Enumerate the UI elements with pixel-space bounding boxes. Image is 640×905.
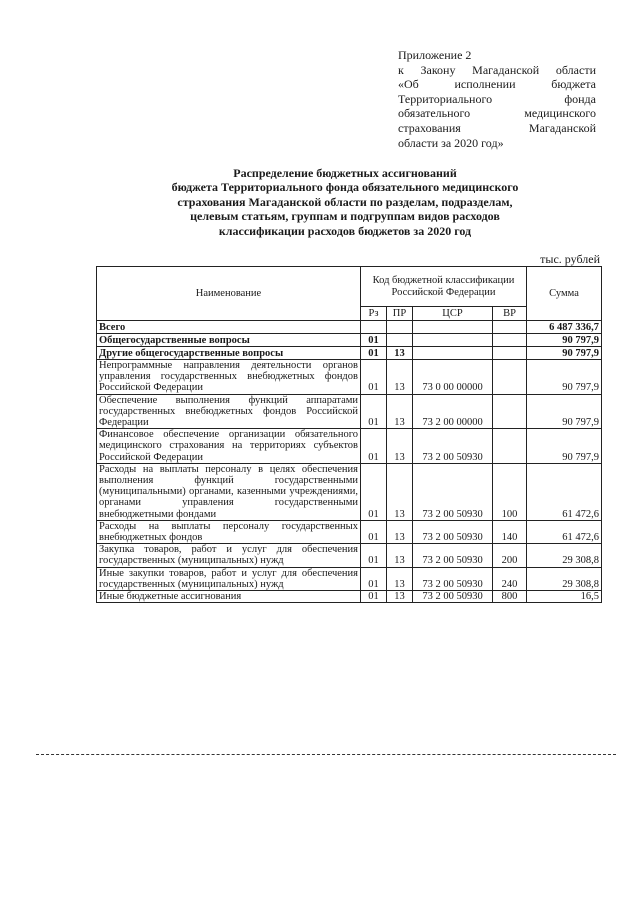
appendix-line: Приложение 2 xyxy=(398,48,472,62)
row-name: Закупка товаров, работ и услуг для обеспечения государственных (муниципальных) нужд xyxy=(97,544,361,567)
title-line: Распределение бюджетных ассигнований xyxy=(233,166,457,180)
header-code-group: Код бюджетной классификации Российской Федерации xyxy=(361,267,527,307)
row-sum: 90 797,9 xyxy=(527,347,602,360)
row-vr xyxy=(493,334,527,347)
page-divider xyxy=(36,754,616,755)
table-row xyxy=(97,591,602,603)
row-name: Другие общегосударственные вопросы xyxy=(97,347,361,360)
row-pr: 13 xyxy=(387,463,413,520)
row-pr: 13 xyxy=(387,394,413,429)
header-vr: ВР xyxy=(493,307,527,321)
row-vr xyxy=(493,360,527,395)
row-sum: 90 797,9 xyxy=(527,394,602,429)
appendix-line: области за 2020 год» xyxy=(398,135,504,150)
row-vr: 140 xyxy=(493,520,527,543)
row-vr: 100 xyxy=(493,463,527,520)
row-vr: 200 xyxy=(493,544,527,567)
row-csr: 73 0 00 00000 xyxy=(413,360,493,395)
table-row xyxy=(97,334,602,347)
row-csr: 73 2 00 50930 xyxy=(413,463,493,520)
appendix-line: Территориального фонда xyxy=(398,91,596,106)
unit-label: тыс. рублей xyxy=(540,252,600,266)
row-csr: 73 2 00 50930 xyxy=(413,544,493,567)
row-vr: 240 xyxy=(493,567,527,590)
row-sum: 29 308,8 xyxy=(527,544,602,567)
row-pr: 13 xyxy=(387,347,413,360)
header-sum: Сумма xyxy=(527,267,602,321)
row-pr: 13 xyxy=(387,567,413,590)
row-csr xyxy=(413,334,493,347)
row-rz: 01 xyxy=(361,394,387,429)
row-pr: 13 xyxy=(387,429,413,464)
table-row xyxy=(97,520,602,543)
row-vr xyxy=(493,429,527,464)
title-line: классификации расходов бюджетов за 2020 год xyxy=(218,223,472,238)
appendix-line: «Об исполнении бюджета xyxy=(398,77,596,92)
row-rz: 01 xyxy=(361,334,387,347)
row-vr xyxy=(493,394,527,429)
row-name: Финансовое обеспечение организации обязательного медицинского страхования на территориях субъектов Российской Федерации xyxy=(97,429,361,464)
table-row xyxy=(97,544,602,567)
row-vr: 800 xyxy=(493,591,527,603)
table-row xyxy=(97,463,602,520)
table-row xyxy=(97,360,602,395)
row-pr xyxy=(387,321,413,334)
row-rz: 01 xyxy=(361,429,387,464)
title-line: целевым статьям, группам и подгруппам видов расходов xyxy=(190,209,500,224)
row-rz: 01 xyxy=(361,463,387,520)
row-sum: 29 308,8 xyxy=(527,567,602,590)
appendix-line: к Закону Магаданской области xyxy=(398,62,596,77)
budget-table xyxy=(96,266,602,603)
row-csr: 73 2 00 50930 xyxy=(413,567,493,590)
row-csr: 73 2 00 50930 xyxy=(413,429,493,464)
row-csr xyxy=(413,347,493,360)
row-csr: 73 2 00 50930 xyxy=(413,520,493,543)
header-csr: ЦСР xyxy=(413,307,493,321)
header-name: Наименование xyxy=(97,267,361,321)
row-vr xyxy=(493,321,527,334)
row-sum: 90 797,9 xyxy=(527,360,602,395)
row-rz: 01 xyxy=(361,591,387,603)
row-sum: 90 797,9 xyxy=(527,429,602,464)
row-name: Иные закупки товаров, работ и услуг для обеспечения государственных (муниципальных) нужд xyxy=(97,567,361,590)
row-sum: 16,5 xyxy=(527,591,602,603)
header-rz: Рз xyxy=(361,307,387,321)
table-row xyxy=(97,394,602,429)
row-csr xyxy=(413,321,493,334)
table-row xyxy=(97,429,602,464)
appendix-line: обязательного медицинского xyxy=(398,106,596,121)
document-title xyxy=(100,166,590,238)
row-csr: 73 2 00 00000 xyxy=(413,394,493,429)
row-rz: 01 xyxy=(361,567,387,590)
row-rz xyxy=(361,321,387,334)
row-name: Обеспечение выполнения функций аппаратами государственных внебюджетных фондов Российской Федерации xyxy=(97,394,361,429)
row-pr: 13 xyxy=(387,544,413,567)
row-name: Непрограммные направления деятельности органов управления государственных внебюджетных фондов Российской Федерации xyxy=(97,360,361,395)
row-rz: 01 xyxy=(361,347,387,360)
row-sum: 90 797,9 xyxy=(527,334,602,347)
title-line: бюджета Территориального фонда обязательного медицинского xyxy=(171,180,519,195)
table-row xyxy=(97,567,602,590)
header-pr: ПР xyxy=(387,307,413,321)
title-line: страхования Магаданской области по разделам, подразделам, xyxy=(177,194,513,209)
row-rz: 01 xyxy=(361,520,387,543)
row-pr xyxy=(387,334,413,347)
row-rz: 01 xyxy=(361,360,387,395)
row-name: Расходы на выплаты персоналу государственных внебюджетных фондов xyxy=(97,520,361,543)
table-row xyxy=(97,321,602,334)
row-pr: 13 xyxy=(387,520,413,543)
row-rz: 01 xyxy=(361,544,387,567)
row-name: Иные бюджетные ассигнования xyxy=(97,591,361,603)
table-row xyxy=(97,347,602,360)
row-name: Всего xyxy=(97,321,361,334)
row-pr: 13 xyxy=(387,591,413,603)
row-sum: 6 487 336,7 xyxy=(527,321,602,334)
row-sum: 61 472,6 xyxy=(527,520,602,543)
row-sum: 61 472,6 xyxy=(527,463,602,520)
appendix-line: страхования Магаданской xyxy=(398,120,596,135)
row-csr: 73 2 00 50930 xyxy=(413,591,493,603)
row-vr xyxy=(493,347,527,360)
row-pr: 13 xyxy=(387,360,413,395)
row-name: Расходы на выплаты персоналу в целях обеспечения выполнения функций государственными (муниципальными) органами, казенными учреждениями, органами управления государственными внебюджетными фондами xyxy=(97,463,361,520)
row-name: Общегосударственные вопросы xyxy=(97,334,361,347)
appendix-note xyxy=(398,48,596,150)
